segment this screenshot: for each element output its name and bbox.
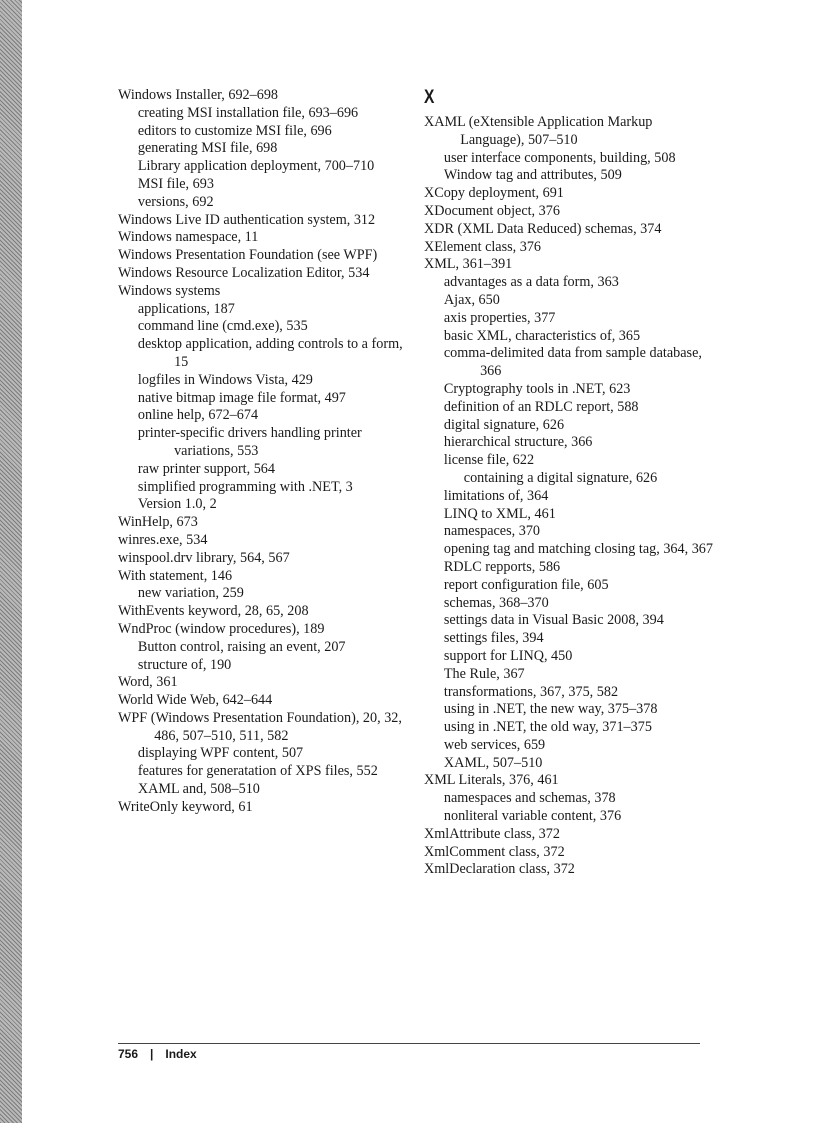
index-entry: XAML (eXtensible Application Markup Language), 507–510 [424, 114, 653, 148]
index-subentry: limitations of, 364 [443, 487, 549, 504]
index-entry: Windows Resource Localization Editor, 534 [118, 264, 370, 281]
index-entry: Windows systems [118, 282, 221, 299]
index-subentry: user interface components, building, 508 [443, 149, 676, 166]
index-subentry: web services, 659 [443, 736, 546, 753]
index-subentry: definition of an RDLC report, 588 [443, 398, 639, 415]
index-subentry: basic XML, characteristics of, 365 [443, 327, 641, 344]
index-entry: XmlDeclaration class, 372 [424, 861, 575, 878]
index-entry: XDocument object, 376 [424, 202, 560, 219]
section-name: Index [165, 1047, 197, 1061]
index-subentry: generating MSI file, 698 [137, 140, 278, 157]
index-subentry: settings data in Visual Basic 2008, 394 [443, 612, 664, 629]
footer-separator: | [150, 1047, 154, 1061]
index-entry: Word, 361 [118, 674, 178, 691]
index-subentry: Cryptography tools in .NET, 623 [443, 380, 631, 397]
index-entry: XElement class, 376 [424, 238, 542, 255]
index-subentry: digital signature, 626 [443, 416, 565, 433]
index-entry: XML, 361–391 [424, 256, 513, 273]
index-entry: winres.exe, 534 [118, 531, 208, 548]
index-subentry: displaying WPF content, 507 [137, 745, 304, 762]
index-entry: XML Literals, 376, 461 [424, 772, 559, 789]
index-subentry: opening tag and matching closing tag, 364, 367 [443, 541, 713, 558]
index-subentry: creating MSI installation file, 693–696 [137, 104, 359, 121]
index-subentry: Window tag and attributes, 509 [443, 167, 622, 184]
index-subentry: online help, 672–674 [137, 407, 259, 424]
index-subentry: schemas, 368–370 [443, 594, 549, 611]
index-subentry: XAML, 507–510 [443, 754, 543, 771]
index-entry: World Wide Web, 642–644 [118, 692, 273, 709]
footer-rule [118, 1043, 700, 1044]
index-subentry: RDLC repports, 586 [443, 558, 561, 575]
index-entry: WriteOnly keyword, 61 [118, 798, 253, 815]
letter-heading: X [424, 87, 435, 108]
index-subentry: desktop application, adding controls to a form, 15 [137, 336, 403, 370]
index-entries-x [424, 114, 714, 879]
index-subentry: support for LINQ, 450 [443, 647, 573, 664]
index-entry: WinHelp, 673 [118, 514, 198, 531]
index-subentry: nonliteral variable content, 376 [443, 808, 622, 825]
index-subentry: axis properties, 377 [443, 309, 556, 326]
index-subentry: transformations, 367, 375, 582 [443, 683, 619, 700]
index-entry: With statement, 146 [118, 567, 233, 584]
index-entry: XmlAttribute class, 372 [424, 825, 560, 842]
index-subentry: structure of, 190 [137, 656, 232, 673]
index-subentry: using in .NET, the old way, 371–375 [443, 719, 652, 736]
index-subentry: new variation, 259 [137, 585, 244, 602]
index-subentry: logfiles in Windows Vista, 429 [137, 371, 313, 388]
index-subentry: printer-specific drivers handling printer variations, 553 [137, 425, 362, 459]
page-footer [118, 1046, 197, 1062]
index-subentry: editors to customize MSI file, 696 [137, 122, 332, 139]
index-subentry: comma-delimited data from sample database, 366 [443, 345, 702, 380]
page-number: 756 [118, 1047, 139, 1061]
index-entry: XCopy deployment, 691 [424, 185, 564, 202]
index-subentry: Ajax, 650 [443, 291, 500, 308]
index-entry: XDR (XML Data Reduced) schemas, 374 [424, 220, 662, 237]
index-subentry: Library application deployment, 700–710 [137, 158, 375, 175]
index-column-left [118, 87, 408, 817]
index-entry: XmlComment class, 372 [424, 843, 565, 860]
index-subsubentry: containing a digital signature, 626 [463, 469, 658, 486]
index-subentry: license file, 622 [443, 452, 535, 469]
index-subentry: namespaces, 370 [443, 523, 541, 540]
index-subentry: advantages as a data form, 363 [443, 274, 619, 291]
index-subentry: features for generatation of XPS files, 552 [137, 763, 378, 780]
index-entry: Windows namespace, 11 [118, 229, 259, 246]
index-entry: WithEvents keyword, 28, 65, 208 [118, 603, 309, 620]
index-subentry: namespaces and schemas, 378 [443, 790, 616, 807]
index-subentry: Button control, raising an event, 207 [137, 638, 346, 655]
index-subentry: MSI file, 693 [137, 175, 214, 192]
index-entry: winspool.drv library, 564, 567 [118, 549, 290, 566]
index-subentry: simplified programming with .NET, 3 [137, 478, 353, 495]
index-subentry: The Rule, 367 [443, 665, 525, 682]
index-subentry: XAML and, 508–510 [137, 781, 260, 798]
index-subentry: using in .NET, the new way, 375–378 [443, 701, 658, 718]
index-subentry: hierarchical structure, 366 [443, 434, 593, 451]
index-entry: Windows Installer, 692–698 [118, 87, 279, 103]
index-entry: Windows Live ID authentication system, 312 [118, 211, 376, 228]
index-subentry: settings files, 394 [443, 630, 544, 647]
index-entry: WndProc (window procedures), 189 [118, 620, 325, 637]
index-subentry: command line (cmd.exe), 535 [137, 318, 308, 335]
index-entry: WPF (Windows Presentation Foundation), 20, 32, 486, 507–510, 511, 582 [118, 709, 402, 744]
index-subentry: Version 1.0, 2 [137, 496, 217, 513]
index-entry: Windows Presentation Foundation (see WPF) [118, 247, 378, 264]
index-subentry: native bitmap image file format, 497 [137, 389, 346, 406]
scan-edge-strip [0, 0, 22, 1123]
index-subentry: LINQ to XML, 461 [443, 505, 556, 522]
index-column-right [424, 87, 714, 879]
index-subentry: raw printer support, 564 [137, 460, 275, 477]
index-subentry: applications, 187 [137, 300, 235, 317]
index-subentry: report configuration file, 605 [443, 576, 609, 593]
index-subentry: versions, 692 [137, 193, 214, 210]
